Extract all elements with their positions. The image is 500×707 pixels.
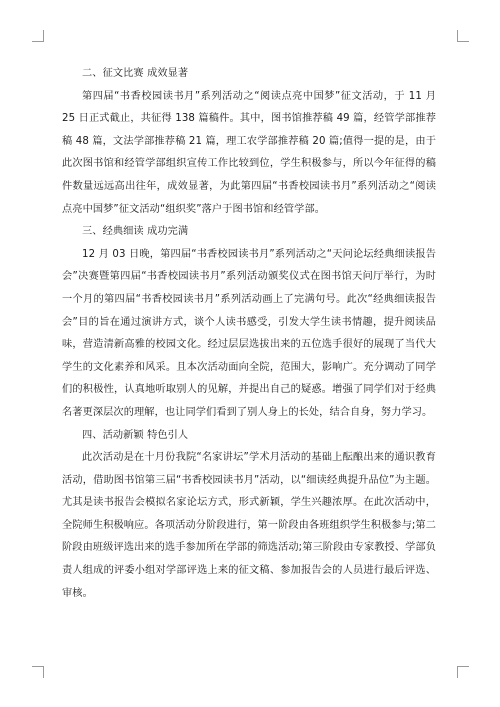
crop-mark-bottom-left [32, 666, 44, 678]
crop-mark-top-left [32, 30, 44, 42]
document-body [62, 63, 436, 605]
crop-mark-top-right [457, 30, 469, 42]
crop-mark-bottom-right [457, 666, 469, 678]
section-heading: 四、活动新颖 特色引人 [82, 429, 189, 441]
section-paragraph: 12 月 03 日晚，第四届“书香校园读书月”系列活动之“天问论坛经典细读报告会”决赛暨第四届“书香校园读书月”系列活动颁奖仪式在图书馆天问厅举行，为时一个月的第四届“书香校园读书月”系列活动画上了完满句号。此次“经典细读报告会”目的旨在通过演讲方式，谈个人读书感受，引发大学生读书情趣，提升阅读品味，营造清新高雅的校园文化。经过层层选拔出来的五位选手很好的展现了当代大学生的文化素养和风采。且本次活动面向全院，范围大，影响广。充分调动了同学们的积极性，认真地听取别人的见解，并提出自己的疑惑。增强了同学们对于经典名著更深层次的理解，也让同学们看到了别人身上的长处，结合自身，努力学习。 [62, 248, 436, 418]
section-paragraph: 第四届“书香校园读书月”系列活动之“阅读点亮中国梦”征文活动，于 11 月 25 日正式截止，共征得 138 篇稿件。其中，图书馆推荐稿 49 篇，经管学部推荐稿 48 篇，文法学部推荐稿 21 篇，理工农学部推荐稿 20 篇;值得一提的是，由于此次图书馆和经管学部组织宣传工作比较到位，学生积极参与，所以今年征得的稿件数量远远高出往年，成效显著，为此第四届“书香校园读书月”系列活动之“阅读点亮中国梦”征文活动“组织奖”落户于图书馆和经管学部。 [62, 90, 436, 215]
section-heading: 二、征文比赛 成效显著 [82, 68, 189, 79]
section-heading: 三、经典细读 成功完满 [82, 226, 189, 238]
section-paragraph: 此次活动是在十月份我院“名家讲坛”学术月活动的基础上酝酿出来的通识教育活动，借助图书馆第三届“书香校园读书月”活动，以“细读经典提升品位”为主题。尤其是读书报告会模拟名家论坛方式，形式新颖，学生兴趣浓厚。在此次活动中，全院师生积极响应。各项活动分阶段进行，第一阶段由各班组织学生积极参与;第二阶段由班级评选出来的选手参加所在学部的筛选活动;第三阶段由专家教授、学部负责人组成的评委小组对学部评选上来的征文稿、参加报告会的人员进行最后评选、审核。 [62, 452, 436, 599]
